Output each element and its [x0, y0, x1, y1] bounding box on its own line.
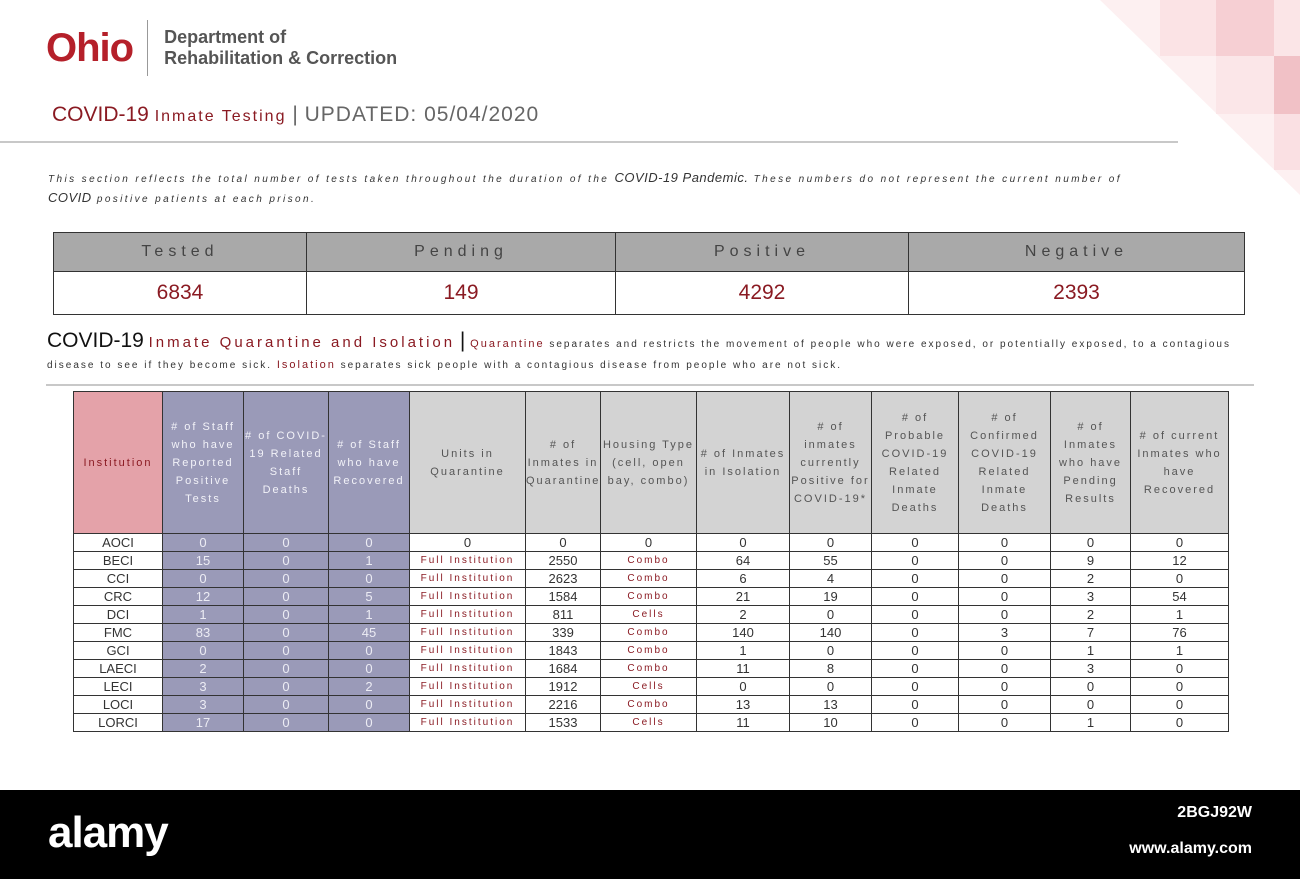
table-row — [74, 696, 1229, 714]
summary-header: Negative — [909, 233, 1245, 272]
cell-inmates-isolation: 2 — [697, 606, 790, 624]
cell-staff-positive: 1 — [163, 606, 244, 624]
cell-staff-deaths: 0 — [244, 642, 329, 660]
header-units-quarantine: Units in Quarantine — [410, 392, 526, 534]
cell-units-quarantine: Full Institution — [410, 660, 526, 678]
cell-inmates-isolation: 6 — [697, 570, 790, 588]
cell-probable-deaths: 0 — [872, 570, 959, 588]
cell-units-quarantine: Full Institution — [410, 552, 526, 570]
table-row — [74, 678, 1229, 696]
cell-staff-recovered: 0 — [329, 642, 410, 660]
page-title — [52, 103, 539, 127]
cell-currently-positive: 55 — [790, 552, 872, 570]
header-staff-deaths: # of COVID-19 Related Staff Deaths — [244, 392, 329, 534]
cell-inmates-quarantine: 2216 — [526, 696, 601, 714]
cell-inmates-quarantine: 2550 — [526, 552, 601, 570]
image-code: 2BGJ92W — [1177, 804, 1252, 821]
intro-b: COVID-19 Pandemic. — [614, 170, 749, 185]
cell-staff-recovered: 0 — [329, 696, 410, 714]
cell-currently-positive: 8 — [790, 660, 872, 678]
cell-recovered: 0 — [1131, 660, 1229, 678]
quarantine-title-main: Inmate Quarantine and Isolation — [148, 334, 456, 351]
dept-line-2: Rehabilitation & Correction — [164, 48, 398, 68]
cell-pending-results: 1 — [1051, 642, 1131, 660]
isolation-definition: separates sick people with a contagious disease from people who are not sick. — [340, 360, 843, 371]
cell-confirmed-deaths: 0 — [959, 642, 1051, 660]
cell-inmates-isolation: 13 — [697, 696, 790, 714]
cell-staff-positive: 15 — [163, 552, 244, 570]
cell-pending-results: 2 — [1051, 606, 1131, 624]
decorative-corner-squares — [1100, 0, 1300, 200]
cell-units-quarantine: 0 — [410, 534, 526, 552]
cell-units-quarantine: Full Institution — [410, 678, 526, 696]
table-row — [74, 714, 1229, 732]
cell-institution: DCI — [74, 606, 163, 624]
cell-housing-type: Combo — [601, 624, 697, 642]
stock-watermark-banner — [0, 790, 1300, 879]
cell-institution: LAECI — [74, 660, 163, 678]
header-confirmed-deaths: # of Confirmed COVID-19 Related Inmate Deaths — [959, 392, 1051, 534]
cell-housing-type: Combo — [601, 552, 697, 570]
header-probable-deaths: # of Probable COVID-19 Related Inmate Deaths — [872, 392, 959, 534]
cell-inmates-isolation: 64 — [697, 552, 790, 570]
ohio-logo-text: Ohio — [46, 26, 134, 70]
table-row — [74, 606, 1229, 624]
cell-inmates-quarantine: 0 — [526, 534, 601, 552]
cell-staff-deaths: 0 — [244, 624, 329, 642]
cell-staff-deaths: 0 — [244, 660, 329, 678]
intro-a: This section reflects the total number of tests taken throughout the duration of the — [48, 174, 610, 185]
cell-probable-deaths: 0 — [872, 534, 959, 552]
cell-units-quarantine: Full Institution — [410, 588, 526, 606]
cell-inmates-isolation: 11 — [697, 660, 790, 678]
dept-line-1: Department of — [164, 27, 287, 47]
cell-confirmed-deaths: 0 — [959, 678, 1051, 696]
cell-currently-positive: 0 — [790, 534, 872, 552]
cell-confirmed-deaths: 0 — [959, 570, 1051, 588]
department-name — [164, 27, 397, 69]
table-row — [74, 534, 1229, 552]
cell-probable-deaths: 0 — [872, 714, 959, 732]
cell-inmates-quarantine: 1684 — [526, 660, 601, 678]
cell-institution: LORCI — [74, 714, 163, 732]
header-pending-results: # of Inmates who have Pending Results — [1051, 392, 1131, 534]
cell-staff-deaths: 0 — [244, 534, 329, 552]
cell-staff-recovered: 1 — [329, 552, 410, 570]
cell-pending-results: 0 — [1051, 678, 1131, 696]
cell-staff-deaths: 0 — [244, 570, 329, 588]
cell-probable-deaths: 0 — [872, 660, 959, 678]
cell-inmates-quarantine: 1533 — [526, 714, 601, 732]
cell-probable-deaths: 0 — [872, 642, 959, 660]
table-row — [74, 642, 1229, 660]
cell-housing-type: Combo — [601, 696, 697, 714]
cell-institution: CCI — [74, 570, 163, 588]
intro-text — [48, 169, 1128, 209]
quarantine-definition: separates and restricts the movement of people who were exposed, or potentially exposed, to a contagious disease to see if they become sick. — [47, 339, 1231, 371]
cell-pending-results: 1 — [1051, 714, 1131, 732]
cell-pending-results: 7 — [1051, 624, 1131, 642]
cell-staff-deaths: 0 — [244, 552, 329, 570]
quarantine-section-title — [47, 331, 1257, 376]
title-inmate-testing: Inmate Testing — [154, 108, 287, 125]
summary-header: Pending — [307, 233, 616, 272]
table-header-row — [74, 392, 1229, 534]
cell-housing-type: Combo — [601, 660, 697, 678]
cell-institution: BECI — [74, 552, 163, 570]
cell-recovered: 0 — [1131, 678, 1229, 696]
cell-staff-deaths: 0 — [244, 696, 329, 714]
header-recovered: # of current Inmates who have Recovered — [1131, 392, 1229, 534]
table-body — [74, 534, 1229, 732]
cell-recovered: 0 — [1131, 714, 1229, 732]
quarantine-isolation-table — [73, 391, 1229, 732]
cell-currently-positive: 19 — [790, 588, 872, 606]
cell-confirmed-deaths: 0 — [959, 588, 1051, 606]
cell-confirmed-deaths: 0 — [959, 696, 1051, 714]
title-covid: COVID-19 — [52, 103, 149, 126]
header-institution: Institution — [74, 392, 163, 534]
cell-staff-deaths: 0 — [244, 714, 329, 732]
summary-header: Tested — [54, 233, 307, 272]
cell-currently-positive: 0 — [790, 678, 872, 696]
cell-pending-results: 2 — [1051, 570, 1131, 588]
cell-confirmed-deaths: 0 — [959, 714, 1051, 732]
cell-staff-positive: 17 — [163, 714, 244, 732]
cell-currently-positive: 13 — [790, 696, 872, 714]
cell-recovered: 0 — [1131, 696, 1229, 714]
header-staff-recovered: # of Staff who have Recovered — [329, 392, 410, 534]
cell-staff-deaths: 0 — [244, 606, 329, 624]
table-row — [74, 552, 1229, 570]
cell-probable-deaths: 0 — [872, 696, 959, 714]
cell-staff-recovered: 1 — [329, 606, 410, 624]
cell-staff-recovered: 0 — [329, 570, 410, 588]
cell-housing-type: Cells — [601, 714, 697, 732]
cell-confirmed-deaths: 0 — [959, 606, 1051, 624]
updated-date: UPDATED: 05/04/2020 — [304, 103, 540, 126]
cell-probable-deaths: 0 — [872, 624, 959, 642]
header-housing-type: Housing Type (cell, open bay, combo) — [601, 392, 697, 534]
cell-staff-positive: 0 — [163, 570, 244, 588]
cell-staff-positive: 12 — [163, 588, 244, 606]
intro-d: COVID — [48, 190, 92, 205]
cell-inmates-isolation: 0 — [697, 534, 790, 552]
cell-staff-recovered: 5 — [329, 588, 410, 606]
cell-staff-deaths: 0 — [244, 588, 329, 606]
summary-value-negative: 2393 — [909, 272, 1245, 315]
cell-institution: LOCI — [74, 696, 163, 714]
quarantine-word: Quarantine — [470, 338, 545, 350]
quarantine-title-separator: | — [459, 329, 466, 352]
intro-e: positive patients at each prison. — [96, 194, 317, 205]
summary-value-pending: 149 — [307, 272, 616, 315]
cell-currently-positive: 140 — [790, 624, 872, 642]
cell-staff-recovered: 0 — [329, 714, 410, 732]
cell-housing-type: Cells — [601, 678, 697, 696]
cell-confirmed-deaths: 0 — [959, 534, 1051, 552]
alamy-website: www.alamy.com — [1129, 840, 1252, 857]
cell-recovered: 1 — [1131, 606, 1229, 624]
ohio-drc-logo — [46, 20, 397, 76]
cell-recovered: 1 — [1131, 642, 1229, 660]
summary-value-row — [54, 272, 1245, 315]
cell-units-quarantine: Full Institution — [410, 696, 526, 714]
summary-header-row — [54, 233, 1245, 272]
cell-recovered: 76 — [1131, 624, 1229, 642]
cell-institution: GCI — [74, 642, 163, 660]
cell-probable-deaths: 0 — [872, 678, 959, 696]
cell-staff-recovered: 2 — [329, 678, 410, 696]
cell-pending-results: 3 — [1051, 660, 1131, 678]
alamy-logo: alamy — [48, 808, 168, 857]
cell-pending-results: 0 — [1051, 696, 1131, 714]
testing-summary-table — [53, 232, 1245, 315]
cell-inmates-quarantine: 1843 — [526, 642, 601, 660]
cell-units-quarantine: Full Institution — [410, 570, 526, 588]
cell-inmates-quarantine: 811 — [526, 606, 601, 624]
cell-pending-results: 3 — [1051, 588, 1131, 606]
cell-institution: AOCI — [74, 534, 163, 552]
cell-staff-positive: 2 — [163, 660, 244, 678]
cell-pending-results: 0 — [1051, 534, 1131, 552]
isolation-word: Isolation — [276, 359, 336, 371]
table-row — [74, 624, 1229, 642]
cell-staff-positive: 83 — [163, 624, 244, 642]
cell-staff-recovered: 45 — [329, 624, 410, 642]
cell-inmates-quarantine: 1912 — [526, 678, 601, 696]
cell-inmates-isolation: 0 — [697, 678, 790, 696]
cell-probable-deaths: 0 — [872, 588, 959, 606]
cell-pending-results: 9 — [1051, 552, 1131, 570]
cell-inmates-quarantine: 339 — [526, 624, 601, 642]
header-inmates-isolation: # of Inmates in Isolation — [697, 392, 790, 534]
title-separator: | — [292, 103, 299, 126]
cell-institution: LECI — [74, 678, 163, 696]
cell-probable-deaths: 0 — [872, 606, 959, 624]
cell-recovered: 12 — [1131, 552, 1229, 570]
intro-c: These numbers do not represent the current number of — [753, 174, 1122, 185]
cell-units-quarantine: Full Institution — [410, 624, 526, 642]
cell-inmates-isolation: 11 — [697, 714, 790, 732]
summary-value-positive: 4292 — [616, 272, 909, 315]
cell-probable-deaths: 0 — [872, 552, 959, 570]
cell-currently-positive: 0 — [790, 606, 872, 624]
header-inmates-quarantine: # of Inmates in Quarantine — [526, 392, 601, 534]
table-row — [74, 660, 1229, 678]
cell-housing-type: Combo — [601, 570, 697, 588]
logo-divider — [147, 20, 148, 76]
cell-currently-positive: 10 — [790, 714, 872, 732]
cell-staff-positive: 3 — [163, 696, 244, 714]
quarantine-title-covid: COVID-19 — [47, 329, 144, 352]
cell-recovered: 0 — [1131, 570, 1229, 588]
cell-recovered: 0 — [1131, 534, 1229, 552]
cell-confirmed-deaths: 0 — [959, 660, 1051, 678]
cell-staff-positive: 0 — [163, 534, 244, 552]
cell-staff-recovered: 0 — [329, 534, 410, 552]
cell-housing-type: Cells — [601, 606, 697, 624]
cell-currently-positive: 4 — [790, 570, 872, 588]
cell-housing-type: 0 — [601, 534, 697, 552]
cell-housing-type: Combo — [601, 588, 697, 606]
cell-units-quarantine: Full Institution — [410, 606, 526, 624]
header-currently-positive: # of inmates currently Positive for COVID-19* — [790, 392, 872, 534]
cell-housing-type: Combo — [601, 642, 697, 660]
cell-confirmed-deaths: 3 — [959, 624, 1051, 642]
cell-inmates-isolation: 1 — [697, 642, 790, 660]
cell-institution: FMC — [74, 624, 163, 642]
cell-units-quarantine: Full Institution — [410, 714, 526, 732]
summary-header: Positive — [616, 233, 909, 272]
divider-line — [0, 141, 1178, 143]
cell-staff-deaths: 0 — [244, 678, 329, 696]
cell-inmates-isolation: 140 — [697, 624, 790, 642]
cell-inmates-isolation: 21 — [697, 588, 790, 606]
cell-inmates-quarantine: 1584 — [526, 588, 601, 606]
cell-currently-positive: 0 — [790, 642, 872, 660]
cell-recovered: 54 — [1131, 588, 1229, 606]
cell-staff-positive: 3 — [163, 678, 244, 696]
cell-confirmed-deaths: 0 — [959, 552, 1051, 570]
table-row — [74, 588, 1229, 606]
cell-staff-recovered: 0 — [329, 660, 410, 678]
header-staff-positive: # of Staff who have Reported Positive Tests — [163, 392, 244, 534]
cell-institution: CRC — [74, 588, 163, 606]
summary-value-tested: 6834 — [54, 272, 307, 315]
divider-line — [46, 384, 1254, 386]
cell-inmates-quarantine: 2623 — [526, 570, 601, 588]
table-row — [74, 570, 1229, 588]
cell-staff-positive: 0 — [163, 642, 244, 660]
cell-units-quarantine: Full Institution — [410, 642, 526, 660]
